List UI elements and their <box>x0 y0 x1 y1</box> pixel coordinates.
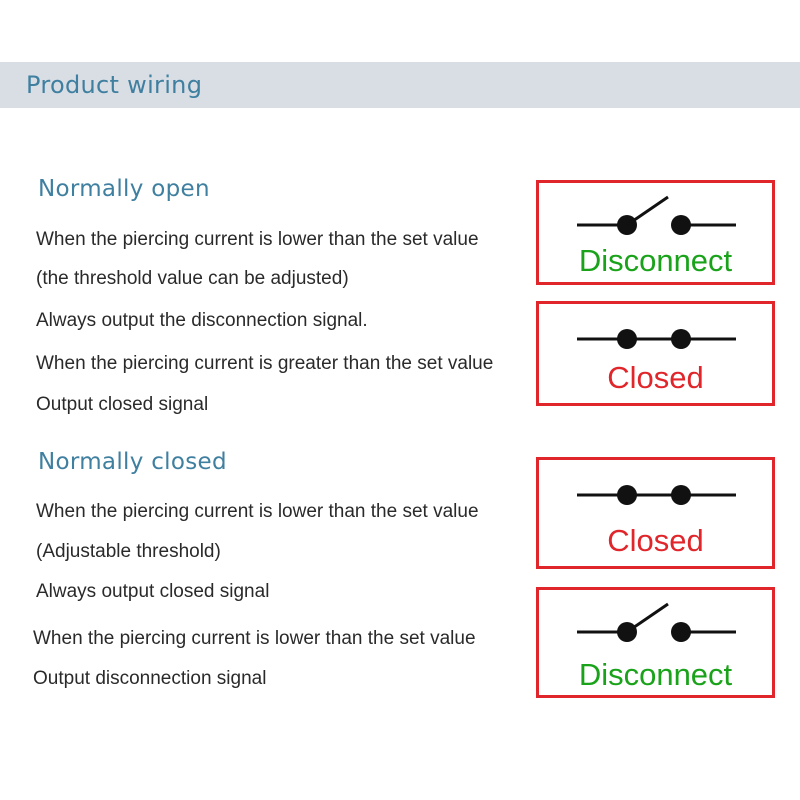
normally-closed-title: Normally closed <box>38 449 227 475</box>
closed-label-2: Closed <box>607 523 704 558</box>
normally-open-title: Normally open <box>38 176 210 202</box>
no-line-5: Output closed signal <box>36 394 209 415</box>
no-line-1: When the piercing current is lower than the set value <box>36 229 479 250</box>
no-line-4: When the piercing current is greater than the set value <box>36 353 494 374</box>
header-bar <box>0 62 800 108</box>
closed-label-1: Closed <box>607 360 704 395</box>
no-line-2: (the threshold value can be adjusted) <box>36 268 349 289</box>
closed-box-1 <box>536 301 775 406</box>
disconnect-label-1: Disconnect <box>578 243 733 278</box>
no-line-3: Always output the disconnection signal. <box>36 310 368 331</box>
nc-line-5: Output disconnection signal <box>33 668 267 689</box>
closed-box-2 <box>536 457 775 569</box>
page-title: Product wiring <box>26 71 203 99</box>
nc-line-2: (Adjustable threshold) <box>36 541 221 562</box>
nc-line-1: When the piercing current is lower than the set value <box>36 501 479 522</box>
nc-line-4: When the piercing current is lower than the set value <box>33 628 476 649</box>
disconnect-box-2 <box>536 587 775 698</box>
disconnect-box-1 <box>536 180 775 285</box>
disconnect-label-2: Disconnect <box>578 657 733 692</box>
nc-line-3: Always output closed signal <box>36 581 270 602</box>
